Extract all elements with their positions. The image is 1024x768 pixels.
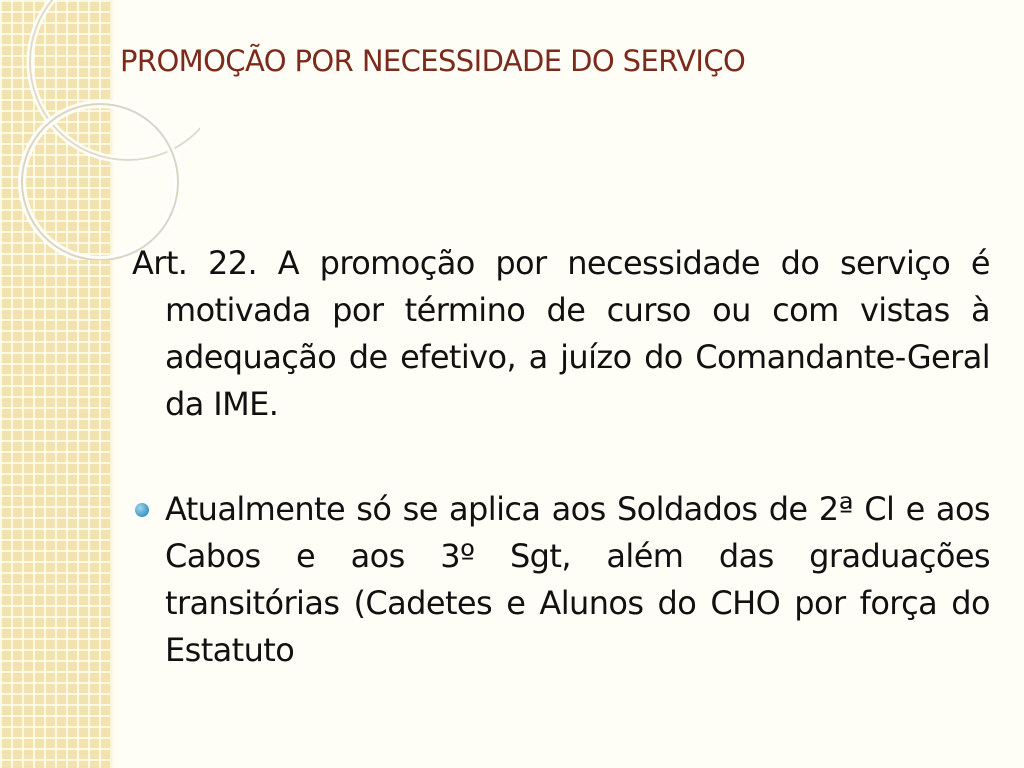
bullet-dot-icon (135, 503, 149, 517)
slide-title: PROMOÇÃO POR NECESSIDADE DO SERVIÇO (120, 44, 746, 78)
slide-body (132, 240, 990, 674)
article-paragraph: Art. 22. A promoção por necessidade do serviço é motivada por término de curso ou com vistas à adequação de efetivo, a juízo do Comandante-Geral da IME. (132, 244, 990, 423)
decorative-rings-icon (0, 0, 200, 260)
bullet-text: Atualmente só se aplica aos Soldados de 2ª Cl e aos Cabos e aos 3º Sgt, além das graduações transitórias (Cadetes e Alunos do CHO por força do Estatuto (165, 490, 990, 669)
bullet-item (132, 486, 990, 674)
